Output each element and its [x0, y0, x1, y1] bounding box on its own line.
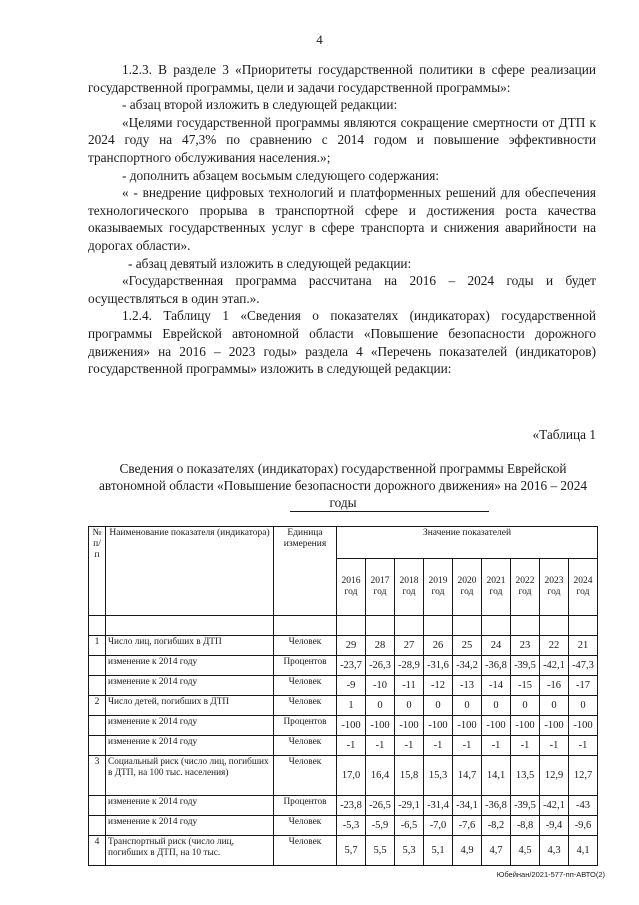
column-number [106, 616, 274, 636]
indicator-value: -29,1 [395, 796, 424, 816]
indicator-value: -100 [424, 716, 453, 736]
column-number [540, 616, 569, 636]
column-number [424, 616, 453, 636]
table-body [89, 636, 598, 866]
indicator-value: -11 [395, 676, 424, 696]
indicator-value: -12 [424, 676, 453, 696]
indicator-value: 28 [366, 636, 395, 656]
indicator-value: 0 [569, 696, 598, 716]
table-row [89, 756, 598, 796]
indicator-name: Транспортный риск (число лиц, погибших в ДТП, на 10 тыс. [106, 836, 274, 866]
unit-of-measure: Человек [274, 636, 337, 656]
indicator-value: 4,1 [569, 836, 598, 866]
indicator-value: 4,5 [511, 836, 540, 866]
table-row [89, 656, 598, 676]
table-row [89, 736, 598, 756]
indicator-value: 16,4 [366, 756, 395, 796]
indicator-name: изменение к 2014 году [106, 656, 274, 676]
indicator-value: 15,3 [424, 756, 453, 796]
body-text [88, 61, 596, 378]
indicator-value: -7,6 [453, 816, 482, 836]
indicator-value: -39,5 [511, 796, 540, 816]
indicator-value: 21 [569, 636, 598, 656]
indicator-value: -8,2 [482, 816, 511, 836]
indicator-value: 4,9 [453, 836, 482, 866]
indicator-value: -8,8 [511, 816, 540, 836]
indicator-value: -34,2 [453, 656, 482, 676]
indicator-value: -43 [569, 796, 598, 816]
table-label: «Таблица 1 [532, 427, 596, 442]
indicator-value: -23,8 [337, 796, 366, 816]
header-num: № п/п [89, 527, 106, 616]
indicator-value: 1 [337, 696, 366, 716]
indicator-name: изменение к 2014 году [106, 736, 274, 756]
indicator-value: -1 [366, 736, 395, 756]
indicator-value: 14,1 [482, 756, 511, 796]
indicator-value: -47,3 [569, 656, 598, 676]
indicator-value: 14,7 [453, 756, 482, 796]
indicator-value: -9,4 [540, 816, 569, 836]
indicator-value: 23 [511, 636, 540, 656]
indicator-value: -31,4 [424, 796, 453, 816]
row-number: 1 [89, 636, 106, 656]
column-number [511, 616, 540, 636]
indicator-value: -36,8 [482, 796, 511, 816]
unit-of-measure: Человек [274, 756, 337, 796]
paragraph-quote-period: «Государственная программа рассчитана на 2016 – 2024 годы и будет осуществляться в один этап.». [88, 273, 596, 306]
paragraph-quote-goals: «Целями государственной программы являются сокращение смертности от ДТП к 2024 году на 47,3% по сравнению с 2014 годом и повышение эффективности транспортного обслуживания населения.»; [88, 114, 596, 165]
header-year: 2022 год [511, 559, 540, 616]
indicator-value: -1 [395, 736, 424, 756]
paragraph-section-1-2-4: 1.2.4. Таблицу 1 «Сведения о показателях (индикаторах) государственной программы Еврейской автономной области «Повышение безопасности дорожного движения» на 2016 – 2023 годы» раздела 4 «Перечень показателей (индикаторов) государственной программы» изложить в следующей редакции: [88, 308, 596, 377]
indicator-value: -23,7 [337, 656, 366, 676]
indicator-value: -1 [424, 736, 453, 756]
indicator-value: -28,9 [395, 656, 424, 676]
column-number [453, 616, 482, 636]
indicator-value: 0 [511, 696, 540, 716]
indicator-value: -100 [366, 716, 395, 736]
indicator-value: -9,6 [569, 816, 598, 836]
header-values: Значение показателей [337, 527, 598, 559]
indicator-value: 5,1 [424, 836, 453, 866]
indicator-name: Число детей, погибших в ДТП [106, 696, 274, 716]
indicator-value: 25 [453, 636, 482, 656]
indicators-table [88, 526, 598, 866]
indicator-value: 5,5 [366, 836, 395, 866]
paragraph-section-1-2-3: 1.2.3. В разделе 3 «Приоритеты государственной политики в сфере реализации государственной программы, цели и задачи государственной программы»: [88, 62, 596, 95]
column-number [395, 616, 424, 636]
table-row [89, 636, 598, 656]
indicator-value: -100 [482, 716, 511, 736]
column-number [274, 616, 337, 636]
header-unit: Единица измерения [274, 527, 337, 616]
unit-of-measure: Человек [274, 816, 337, 836]
indicator-value: -17 [569, 676, 598, 696]
indicator-value: 0 [540, 696, 569, 716]
indicator-value: 27 [395, 636, 424, 656]
indicator-value: -1 [453, 736, 482, 756]
indicator-value: -6,5 [395, 816, 424, 836]
indicator-value: -7,0 [424, 816, 453, 836]
paragraph-instruction-3: - абзац девятый изложить в следующей редакции: [128, 255, 412, 271]
row-number [89, 796, 106, 816]
indicator-value: 29 [337, 636, 366, 656]
indicator-value: 4,7 [482, 836, 511, 866]
indicator-value: -1 [337, 736, 366, 756]
indicator-value: 12,7 [569, 756, 598, 796]
indicator-value: -5,9 [366, 816, 395, 836]
indicator-value: 17,0 [337, 756, 366, 796]
indicator-value: 12,9 [540, 756, 569, 796]
indicator-value: -100 [511, 716, 540, 736]
table-row [89, 816, 598, 836]
unit-of-measure: Процентов [274, 716, 337, 736]
column-number [366, 616, 395, 636]
unit-of-measure: Человек [274, 836, 337, 866]
indicator-value: -34,1 [453, 796, 482, 816]
indicator-value: -100 [540, 716, 569, 736]
indicator-value: 4,3 [540, 836, 569, 866]
column-number [89, 616, 106, 636]
paragraph-instruction-1: - абзац второй изложить в следующей редакции: [122, 97, 398, 113]
header-year: 2016 год [337, 559, 366, 616]
indicator-name: изменение к 2014 году [106, 816, 274, 836]
table-row [89, 836, 598, 866]
table-row [89, 676, 598, 696]
row-number: 2 [89, 696, 106, 716]
indicator-value: -42,1 [540, 656, 569, 676]
table-row [89, 696, 598, 716]
header-year: 2024 год [569, 559, 598, 616]
indicator-name: Социальный риск (число лиц, погибших в ДТП, на 100 тыс. населения) [106, 756, 274, 796]
row-number: 3 [89, 756, 106, 796]
header-year: 2019 год [424, 559, 453, 616]
indicator-value: -13 [453, 676, 482, 696]
column-number [337, 616, 366, 636]
indicator-value: -16 [540, 676, 569, 696]
indicator-value: -36,8 [482, 656, 511, 676]
unit-of-measure: Процентов [274, 656, 337, 676]
indicator-value: -42,1 [540, 796, 569, 816]
indicator-value: -5,3 [337, 816, 366, 836]
unit-of-measure: Человек [274, 676, 337, 696]
column-numbers-row [89, 616, 598, 636]
header-year: 2020 год [453, 559, 482, 616]
page-number: 4 [316, 32, 323, 47]
row-number [89, 676, 106, 696]
indicator-value: 0 [395, 696, 424, 716]
table-row [89, 796, 598, 816]
indicator-value: 5,7 [337, 836, 366, 866]
row-number: 4 [89, 836, 106, 866]
column-number [482, 616, 511, 636]
indicator-value: -1 [569, 736, 598, 756]
indicator-value: -1 [540, 736, 569, 756]
indicator-value: 0 [424, 696, 453, 716]
row-number [89, 716, 106, 736]
indicator-value: 5,3 [395, 836, 424, 866]
row-number [89, 736, 106, 756]
indicator-name: Число лиц, погибших в ДТП [106, 636, 274, 656]
unit-of-measure: Человек [274, 696, 337, 716]
indicator-value: 0 [482, 696, 511, 716]
indicator-value: 15,8 [395, 756, 424, 796]
indicator-value: 0 [366, 696, 395, 716]
row-number [89, 656, 106, 676]
header-year: 2023 год [540, 559, 569, 616]
unit-of-measure: Человек [274, 736, 337, 756]
document-footer-code: Юбейнан/2021-577-пп-АВТО(2) [496, 870, 605, 879]
paragraph-instruction-2: - дополнить абзацем восьмым следующего содержания: [122, 167, 440, 183]
indicator-value: -26,5 [366, 796, 395, 816]
indicator-value: -26,3 [366, 656, 395, 676]
indicator-value: -39,5 [511, 656, 540, 676]
indicator-value: -100 [453, 716, 482, 736]
indicator-value: -9 [337, 676, 366, 696]
table-title: Сведения о показателях (индикаторах) государственной программы Еврейской автономной области «Повышение безопасности дорожного движения» на 2016 – 2024 годы [98, 461, 588, 511]
table-header-row [89, 527, 598, 559]
indicator-name: изменение к 2014 году [106, 676, 274, 696]
indicator-value: -100 [337, 716, 366, 736]
indicator-name: изменение к 2014 году [106, 796, 274, 816]
row-number [89, 816, 106, 836]
indicator-value: 26 [424, 636, 453, 656]
indicator-value: -14 [482, 676, 511, 696]
indicator-value: 22 [540, 636, 569, 656]
indicator-value: -31,6 [424, 656, 453, 676]
header-name: Наименование показателя (индикатора) [106, 527, 274, 616]
header-year: 2018 год [395, 559, 424, 616]
indicator-value: -100 [395, 716, 424, 736]
indicator-value: -10 [366, 676, 395, 696]
indicator-value: -1 [511, 736, 540, 756]
unit-of-measure: Процентов [274, 796, 337, 816]
indicator-value: -1 [482, 736, 511, 756]
header-year: 2017 год [366, 559, 395, 616]
table-row [89, 716, 598, 736]
paragraph-quote-digital: « - внедрение цифровых технологий и платформенных решений для обеспечения технологического прорыва в транспортной сфере и достижения роста качества оказываемых государственных услуг в сфере транспорта и снижения аварийности на дорогах области». [88, 185, 596, 253]
indicator-value: -100 [569, 716, 598, 736]
indicator-value: 0 [453, 696, 482, 716]
indicator-name: изменение к 2014 году [106, 716, 274, 736]
indicator-value: 13,5 [511, 756, 540, 796]
column-number [569, 616, 598, 636]
indicator-value: -15 [511, 676, 540, 696]
title-underline [290, 511, 489, 512]
indicator-value: 24 [482, 636, 511, 656]
header-year: 2021 год [482, 559, 511, 616]
